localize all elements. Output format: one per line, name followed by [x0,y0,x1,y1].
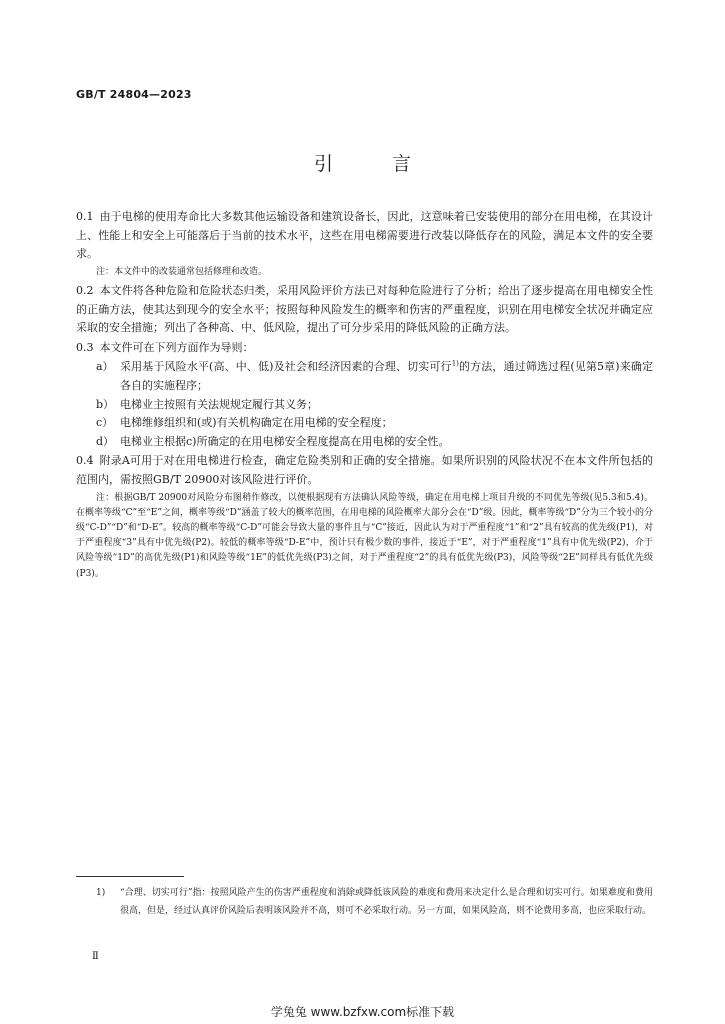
clause-number: 0.3 [76,340,94,354]
note-2 [76,491,653,582]
list-marker: d） [96,434,115,448]
list-item [76,433,653,452]
list-marker: b） [96,397,115,411]
clause-text: 本文件将各种危险和危险状态归类，采用风险评价方法已对每种危险进行了分析；给出了逐步提高在用电梯安全性的正确方法，使其达到现今的安全水平；按照每种风险发生的概率和伤害的严重程度，识别在用电梯安全状况并确定应采取的安全措施；列出了各种高、中、低风险，提出了可分步采用的降低风险的正确方法。 [76,283,653,335]
list-text: 电梯业主根据c)所确定的在用电梯安全程度提高在用电梯的安全性。 [120,434,450,448]
list-marker: a） [96,360,114,374]
document-body [76,208,653,584]
clause-number: 0.4 [76,454,94,468]
list-text: 电梯维修组织和(或)有关机构确定在用电梯的安全程度； [120,416,393,430]
clause-text: 本文件可在下列方面作为导则： [99,340,254,354]
standard-code: GB/T 24804—2023 [76,88,192,101]
footnote-text: “合理、切实可行”指：按照风险产生的伤害严重程度和消除或降低该风险的难度和费用来决定什么是合理和切实可行。如果难度和费用很高，但是，经过认真评价风险后表明该风险并不高，则可不必采取行动。另一方面，如果风险高，则不论费用多高，也应采取行动。 [120,888,653,916]
page-number: Ⅱ [92,951,99,962]
list-text: 电梯业主按照有关法规规定履行其义务； [120,397,318,411]
note-text: 根据GB/T 20900对风险分布图稍作修改，以便根据现有方法确认风险等级，确定在用电梯上项目升级的不同优先等级(见5.3和5.4)。在概率等级“C”至“E”之间，概率等级“D”涵盖了较大的概率范围，在用电梯的风险概率大部分会在“D”级。因此，概率等级“D”分为三个较小的分级“C-D”“D”和“D-E”。较高的概率等级“C-D”可能会导致大量的事件且与“C”接近，因此认为对于严重程度“1”和“2”具有较高的优先级(P1)，对于严重程度“3”具有中优先级(P2)。较低的概率等级“D-E”中，预计只有极少数的事件，接近于“E”，对于严重程度“1”具有中优先级(P2)，介于风险等级“1D”的高优先级(P1)和风险等级“1E”的低优先级(P3)之间，对于严重程度“2”的具有低优先级(P3)，风险等级“2E”同样具有低优先级(P3)。 [76,492,653,579]
footnote [76,884,653,920]
list-text-cont: 的方法，通过筛选过程(见第5章)来确定各自的实施程序； [120,360,653,392]
note-text: 本文件中的改装通常包括修理和改造。 [114,266,268,277]
list-marker: c） [96,416,114,430]
watermark-text: 学兔兔 www.bzfxw.com标准下载 [270,1005,455,1019]
page-title: 引 言 [313,153,431,175]
list-item [76,396,653,415]
clause-number: 0.2 [76,283,94,297]
clause-number: 0.1 [76,210,94,223]
list-item [76,414,653,433]
note-1 [76,265,653,280]
list-item [76,358,653,395]
list-text: 采用基于风险水平(高、中、低)及社会和经济因素的合理、切实可行 [120,360,452,374]
footnote-ref: 1) [451,359,459,368]
footnote-divider [76,876,184,877]
guidance-list [76,358,653,451]
clause-0-4 [76,452,653,489]
note-label: 注： [96,266,115,277]
footnote-marker: 1) [96,888,106,898]
clause-0-1 [76,208,653,264]
clause-text: 由于电梯的使用寿命比大多数其他运输设备和建筑设备长，因此，这意味着已安装使用的部分在用电梯，在其设计上、性能上和安全上可能落后于当前的技术水平，这些在用电梯需要进行改装以降低存在的风险，满足本文件的安全要求。 [76,210,653,261]
clause-0-3 [76,339,653,358]
clause-text: 附录A可用于对在用电梯进行检查，确定危险类别和正确的安全措施。如果所识别的风险状况不在本文件所包括的范围内，需按照GB/T 20900对该风险进行评价。 [76,454,653,486]
clause-0-2 [76,282,653,338]
note-label: 注： [96,492,115,503]
